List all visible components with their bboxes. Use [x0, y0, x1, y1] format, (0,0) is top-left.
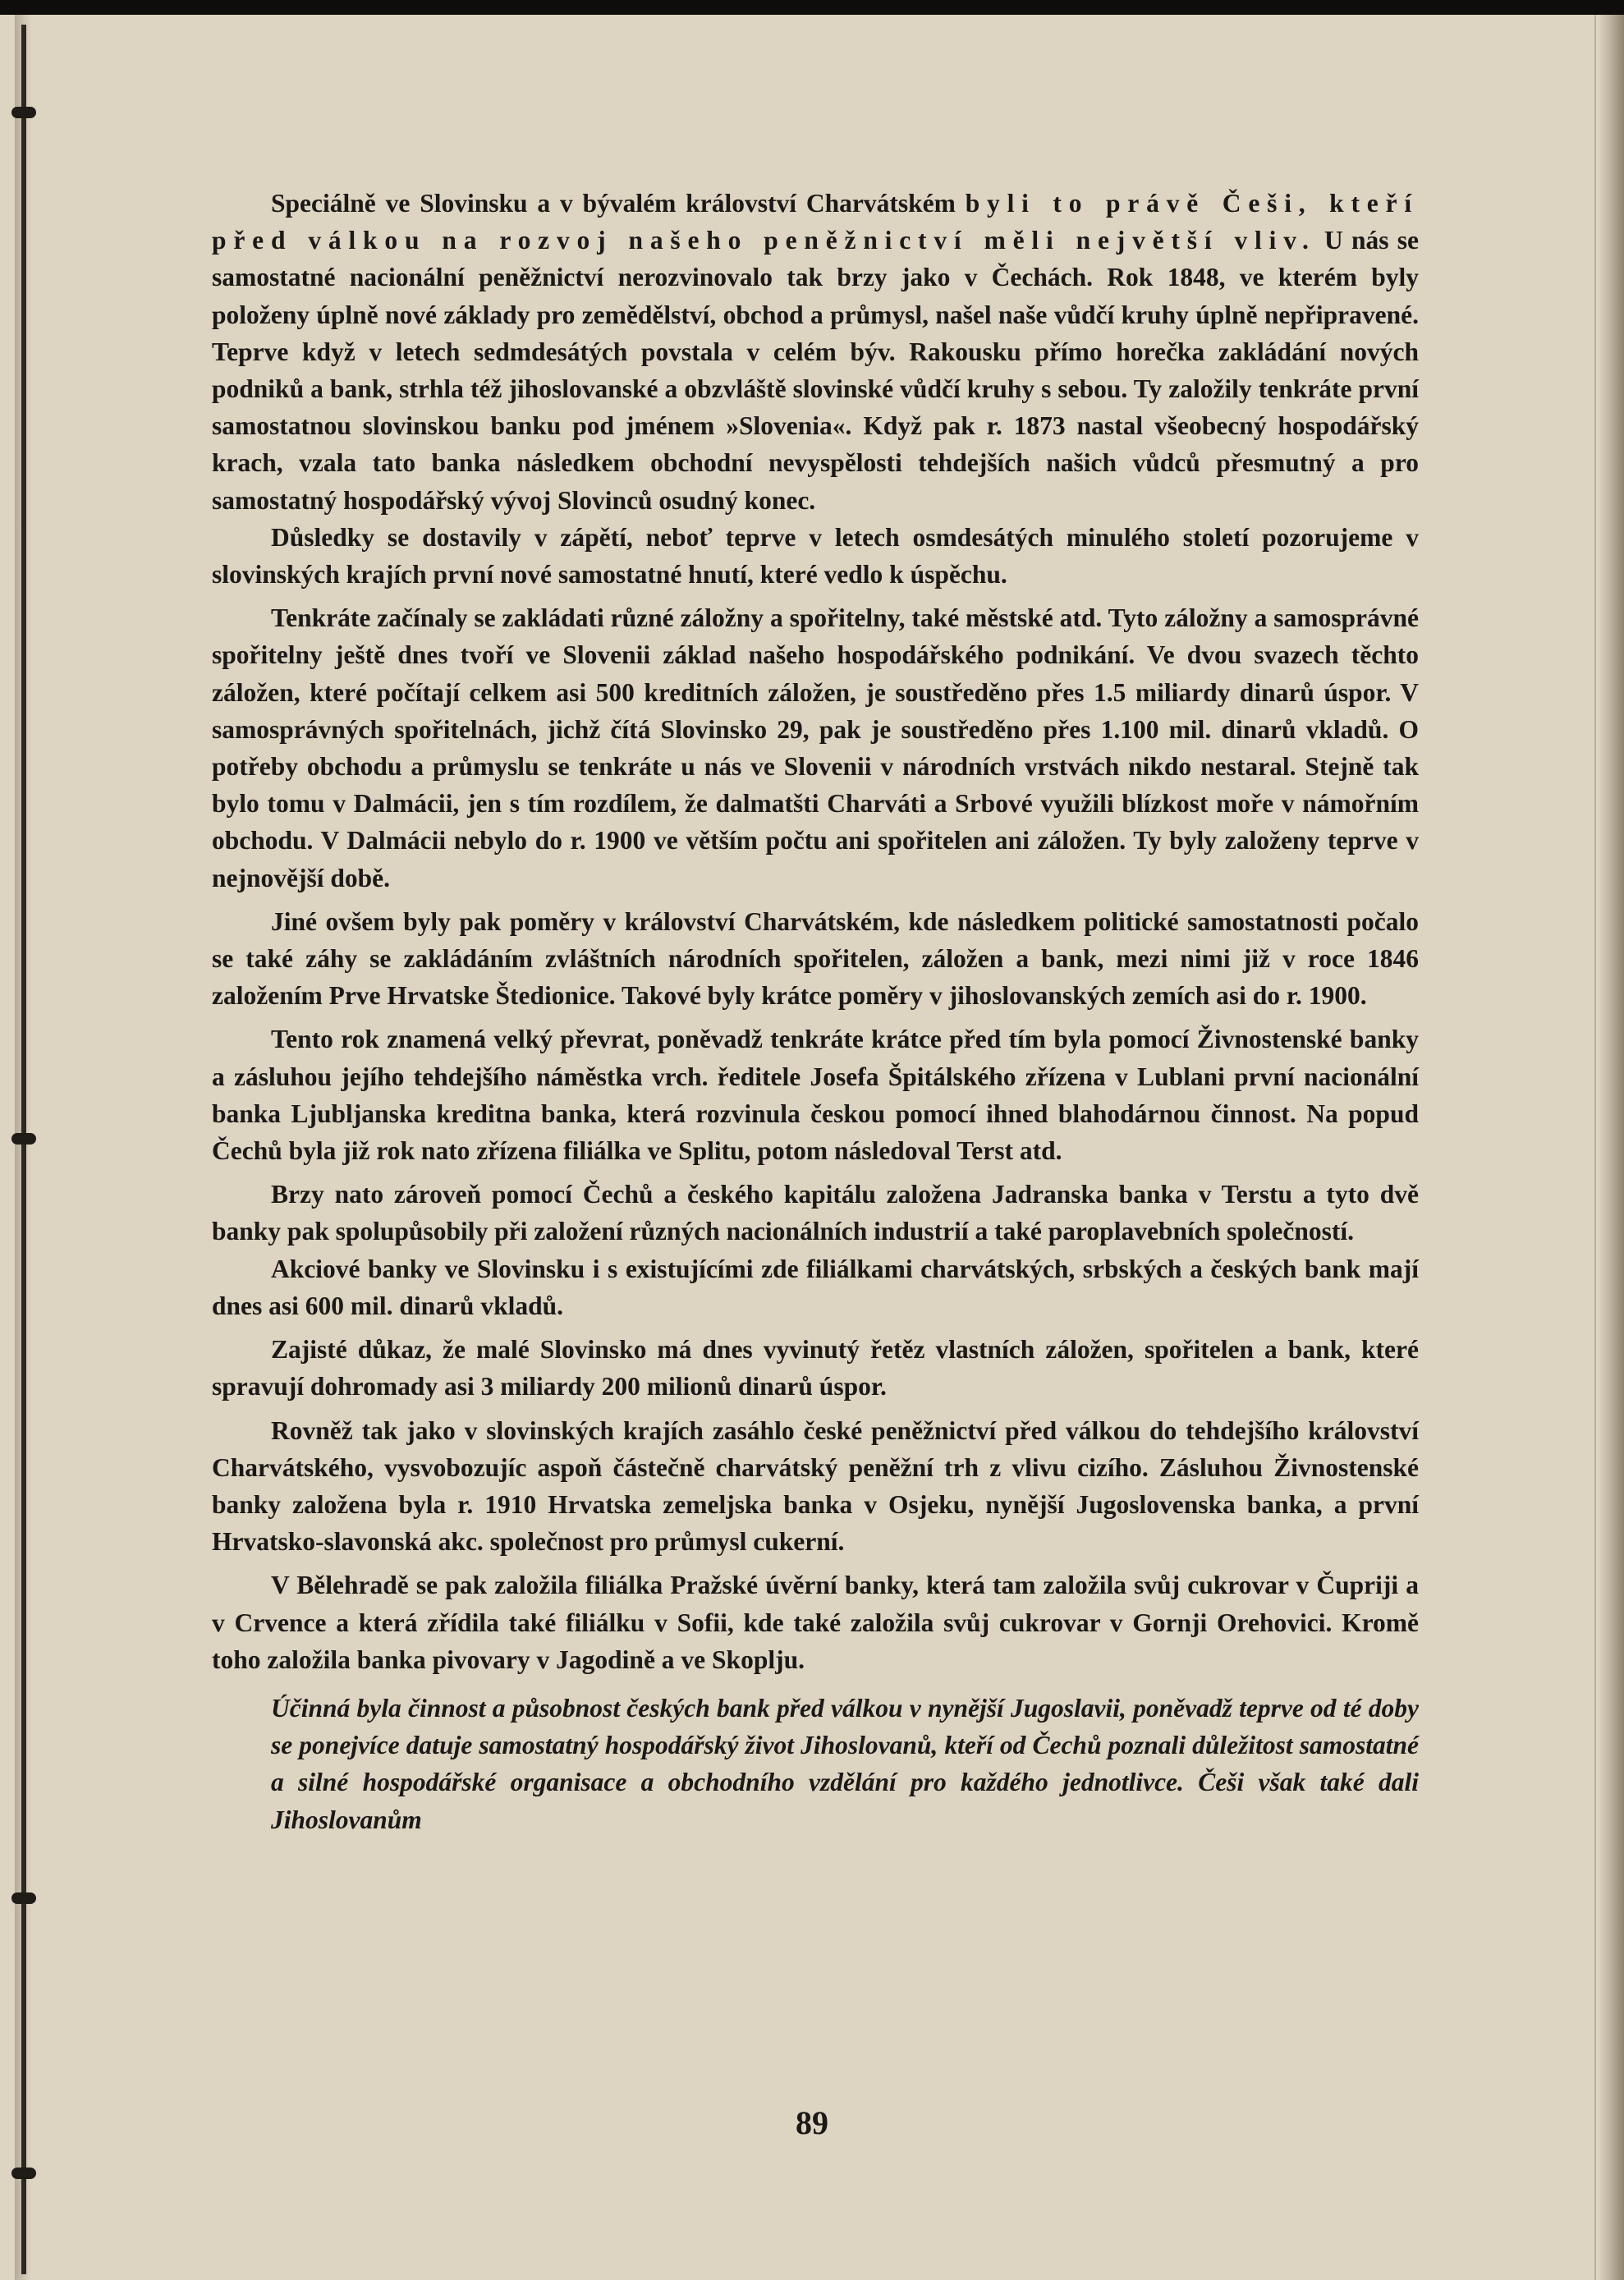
paragraph: Tenkráte začínaly se zakládati různé záložny a spořitelny, také městské atd. Tyto záložny a samosprávné spořitelny ještě dnes tvoří ve Slovenii základ našeho hospodářského podnikání. Ve dvou svazech těchto záložen, které počítají celkem asi 500 kreditních záložen, je soustředěno přes 1.5 miliardy dinarů úspor. V samosprávných spořitelnách, jichž čítá Slovinsko 29, pak je soustředěno přes 1.100 mil. dinarů vkladů. O potřeby obchodu a průmyslu se tenkráte u nás ve Slovenii v národních vrstvách nikdo nestaral. Stejně tak bylo tomu v Dalmácii, jen s tím rozdílem, že dalmatšti Charváti a Srbové využili blízkost moře v námořním obchodu. V Dalmácii nebylo do r. 1900 ve větším počtu ani spořitelen ani záložen. Ty byly založeny teprve v nejnovější době. — [212, 603, 1419, 892]
binding-line — [21, 25, 26, 2274]
binding-thread-mark — [11, 2168, 36, 2179]
paragraph-rest: U nás se samostatné nacionální peněžnictví nerozvinovalo tak brzy jako v Čechách. Rok 1848, ve kterém byly položeny úplně nové základy pro zemědělství, obchod a průmysl, našel naše vůdčí kruhy úplně nepřipravené. Teprve když v letech sedmdesátých povstala v celém býv. Rakousku přímo horečka zakládání nových podniků a bank, strhla též jihoslovanské a obzvláště slovinské vůdčí kruhy s sebou. Ty založily tenkráte první samostatnou slovinskou banku pod jménem »Slovenia«. Když pak r. 1873 nastal všeobecný hospodářský krach, vzala tato banka následkem obchodní nevyspělosti tehdejších našich vůdců přesmutný a pro samostatný hospodářský vývoj Slovinců osudný konec. — [212, 226, 1419, 515]
binding-thread-mark — [11, 1892, 36, 1904]
paragraph: V Bělehradě se pak založila filiálka Pražské úvěrní banky, která tam založila svůj cukrovar v Čupriji a v Crvence a která zřídila také filiálku v Sofii, kde také založila svůj cukrovar v Gornji Orehovici. Kromě toho založila banka pivovary v Jagodině a ve Skoplju. — [212, 1571, 1419, 1674]
paragraph — [212, 185, 1419, 519]
paragraph: Brzy nato zároveň pomocí Čechů a českého kapitálu založena Jadranska banka v Terstu a tyto dvě banky pak spolupůsobily při založení různých nacionálních industrií a také paroplavebních společností. — [212, 1180, 1419, 1246]
paragraph: Rovněž tak jako v slovinských krajích zasáhlo české peněžnictví před válkou do tehdejšího království Charvátského, vysvobozujíc aspoň částečně charvátský peněžní trh z vlivu cizího. Zásluhou Živnostenské banky založena byla r. 1910 Hrvatska zemeljska banka v Osjeku, nynější Jugoslovenska banka, a první Hrvatsko-slavonská akc. společnost pro průmysl cukerní. — [212, 1415, 1419, 1557]
page-right-edge — [1599, 15, 1624, 2280]
emphasized-text: byli to právě Češi, kteří před válkou na rozvoj našeho peněžnictví měli největší vliv. — [212, 189, 1419, 255]
paragraph: Zajisté důkaz, že malé Slovinsko má dnes vyvinutý řetěz vlastních záložen, spořitelen a bank, které spravují dohromady asi 3 miliardy 200 milionů dinarů úspor. — [212, 1335, 1419, 1401]
paragraph-lead: Speciálně ve Slovinsku a v bývalém království Charvátském — [271, 189, 966, 218]
body-text — [212, 185, 1419, 1838]
paragraph: Důsledky se dostavily v zápětí, neboť teprve v letech osmdesátých minulého století pozorujeme v slovinských krajích první nové samostatné hnutí, které vedlo k úspěchu. — [212, 522, 1419, 589]
italic-paragraph: Účinná byla činnost a působnost českých bank před válkou v nynější Jugoslavii, poněvadž teprve od té doby se ponejvíce datuje samostatný hospodářský život Jihoslovanů, kteří od Čechů poznali důležitost samostatné a silné hospodářské organisace a obchodního vzdělání pro každého jednotlivce. Češi však také dali Jihoslovanům — [271, 1693, 1419, 1834]
binding-thread-mark — [11, 1133, 36, 1145]
paragraph: Tento rok znamená velký převrat, poněvadž tenkráte krátce před tím byla pomocí Živnostenské banky a zásluhou jejího tehdejšího náměstka vrch. ředitele Josefa Špitálského zřízena v Lublani první nacionální banka Ljubljanska kreditna banka, která rozvinula českou pomocí ihned blahodárnou činnost. Na popud Čechů byla již rok nato zřízena filiálka ve Splitu, potom následoval Terst atd. — [212, 1025, 1419, 1166]
paragraph: Jiné ovšem byly pak poměry v království Charvátském, kde následkem politické samostatnosti počalo se také záhy se zakládáním zvláštních národních spořitelen, záložen a bank, mezi nimi již v roce 1846 založením Prve Hrvatske Štedionice. Takové byly krátce poměry v jihoslovanských zemích asi do r. 1900. — [212, 906, 1419, 1011]
scan-top-edge — [0, 0, 1624, 15]
binding-thread-mark — [11, 107, 36, 118]
page-edge-rule — [1594, 15, 1596, 2280]
page-number: 89 — [796, 2104, 828, 2141]
paragraph: Akciové banky ve Slovinsku i s existujícími zde filiálkami charvátských, srbských a českých bank mají dnes asi 600 mil. dinarů vkladů. — [212, 1254, 1419, 1320]
